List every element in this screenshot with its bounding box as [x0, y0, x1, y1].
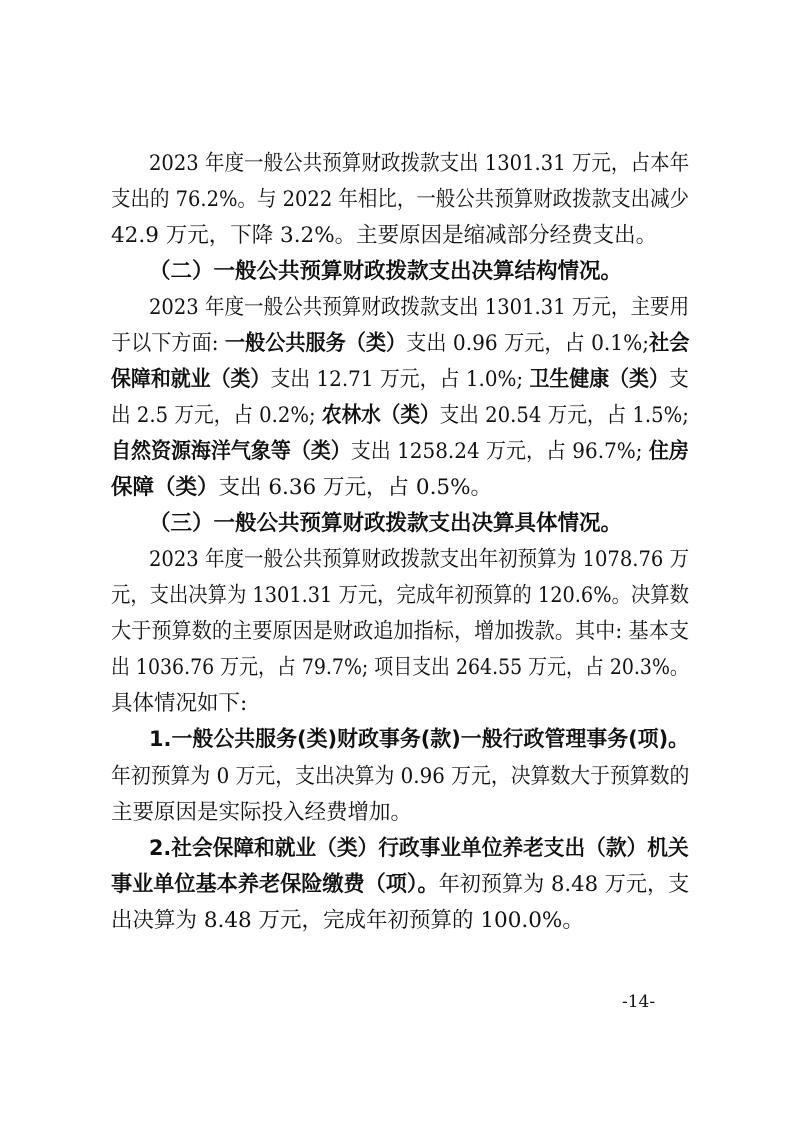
text-line	[0, 799, 793, 827]
bold-text-run: 社会	[649, 331, 690, 356]
text-run: 支出 0.96 万元，占 0.1%;	[406, 331, 650, 356]
bold-text-run: （二）一般公共预算财政拨款支出决算结构情况。	[149, 259, 623, 284]
bold-text-run: 住房	[648, 439, 689, 464]
bold-text-run: 农林水（类）	[321, 403, 440, 428]
line-content	[111, 907, 584, 935]
line-content	[111, 474, 492, 502]
text-run: 出 1036.76 万元，占 79.7%; 项目支出 264.55 万元，占 20.3%。	[111, 655, 689, 680]
text-run: 支出 20.54 万元，占 1.5%;	[439, 403, 689, 428]
text-run: 2023 年度一般公共预算财政拨款支出年初预算为 1078.76 万	[149, 547, 690, 572]
line-content	[111, 654, 689, 682]
text-line	[0, 402, 793, 430]
bold-text-run: 卫生健康（类）	[529, 367, 669, 392]
line-content	[149, 510, 622, 538]
text-run: 年初预算为 8.48 万元，支	[438, 872, 690, 897]
text-run: 出 2.5 万元，占 0.2%;	[111, 403, 322, 428]
text-line	[0, 330, 793, 358]
text-run: 出决算为 8.48 万元，完成年初预算的 100.0%。	[111, 908, 584, 933]
bold-text-run: （三）一般公共预算财政拨款支出决算具体情况。	[149, 511, 623, 536]
line-content	[149, 258, 622, 286]
text-run: 于以下方面:	[111, 331, 225, 356]
text-run: 42.9 万元，下降 3.2%。主要原因是缩减部分经费支出。	[111, 223, 658, 248]
text-line	[0, 582, 793, 610]
line-content	[111, 330, 689, 358]
line-content	[111, 799, 412, 827]
text-line	[0, 474, 793, 502]
line-content	[111, 618, 689, 646]
text-run: 主要原因是实际投入经费增加。	[111, 800, 413, 825]
line-content	[149, 726, 689, 754]
line-content	[111, 690, 247, 718]
bold-text-run: 一般公共服务（类）	[224, 331, 407, 356]
text-run: 2023 年度一般公共预算财政拨款支出 1301.31 万元，主要用	[149, 295, 690, 320]
text-run: 2023 年度一般公共预算财政拨款支出 1301.31 万元，占本年	[149, 151, 690, 176]
line-content	[111, 438, 689, 466]
text-line	[0, 618, 793, 646]
text-line	[0, 871, 793, 899]
bold-text-run: 保障（类）	[111, 475, 219, 500]
line-content	[111, 402, 689, 430]
text-line	[0, 690, 793, 718]
text-run: 支出 6.36 万元，占 0.5%。	[218, 475, 493, 500]
line-content	[111, 222, 657, 250]
text-line	[0, 654, 793, 682]
text-run: 大于预算数的主要原因是财政追加指标，增加拨款。其中: 基本支	[111, 619, 690, 644]
line-content	[111, 763, 689, 791]
text-line	[0, 763, 793, 791]
text-run: 元，支出决算为 1301.31 万元，完成年初预算的 120.6%。决算数	[111, 583, 689, 608]
text-run: 支	[668, 367, 689, 392]
text-line	[0, 438, 793, 466]
line-content	[149, 294, 689, 322]
text-line	[0, 510, 793, 538]
text-run: 支出的 76.2%。与 2022 年相比，一般公共预算财政拨款支出减少	[111, 187, 690, 212]
bold-text-run: 自然资源海洋气象等（类）	[111, 439, 351, 464]
text-run: 具体情况如下:	[111, 691, 248, 716]
text-line	[0, 726, 793, 754]
text-line	[0, 294, 793, 322]
text-line	[0, 907, 793, 935]
line-content	[111, 582, 689, 610]
line-content	[149, 835, 689, 863]
text-line	[0, 546, 793, 574]
text-line	[0, 150, 793, 178]
text-run: 支出 1258.24 万元，占 96.7%;	[350, 439, 649, 464]
bold-text-run: 保障和就业（类）	[111, 367, 271, 392]
text-run: 支出 12.71 万元，占 1.0%;	[270, 367, 530, 392]
text-line	[0, 186, 793, 214]
line-content	[149, 150, 689, 178]
bold-text-run: 2.社会保障和就业（类）行政事业单位养老支出（款）机关	[149, 836, 689, 861]
text-line	[0, 258, 793, 286]
text-run: 年初预算为 0 万元，支出决算为 0.96 万元，决算数大于预算数的	[111, 764, 690, 789]
page-number: -14-	[622, 992, 656, 1012]
line-content	[149, 546, 689, 574]
line-content	[111, 186, 689, 214]
bold-text-run: 1.一般公共服务(类)财政事务(款)一般行政管理事务(项)。	[149, 727, 690, 752]
line-content	[111, 366, 689, 394]
text-line	[0, 366, 793, 394]
text-line	[0, 835, 793, 863]
text-line	[0, 222, 793, 250]
line-content	[111, 871, 689, 899]
bold-text-run: 事业单位基本养老保险缴费（项）。	[111, 872, 439, 897]
